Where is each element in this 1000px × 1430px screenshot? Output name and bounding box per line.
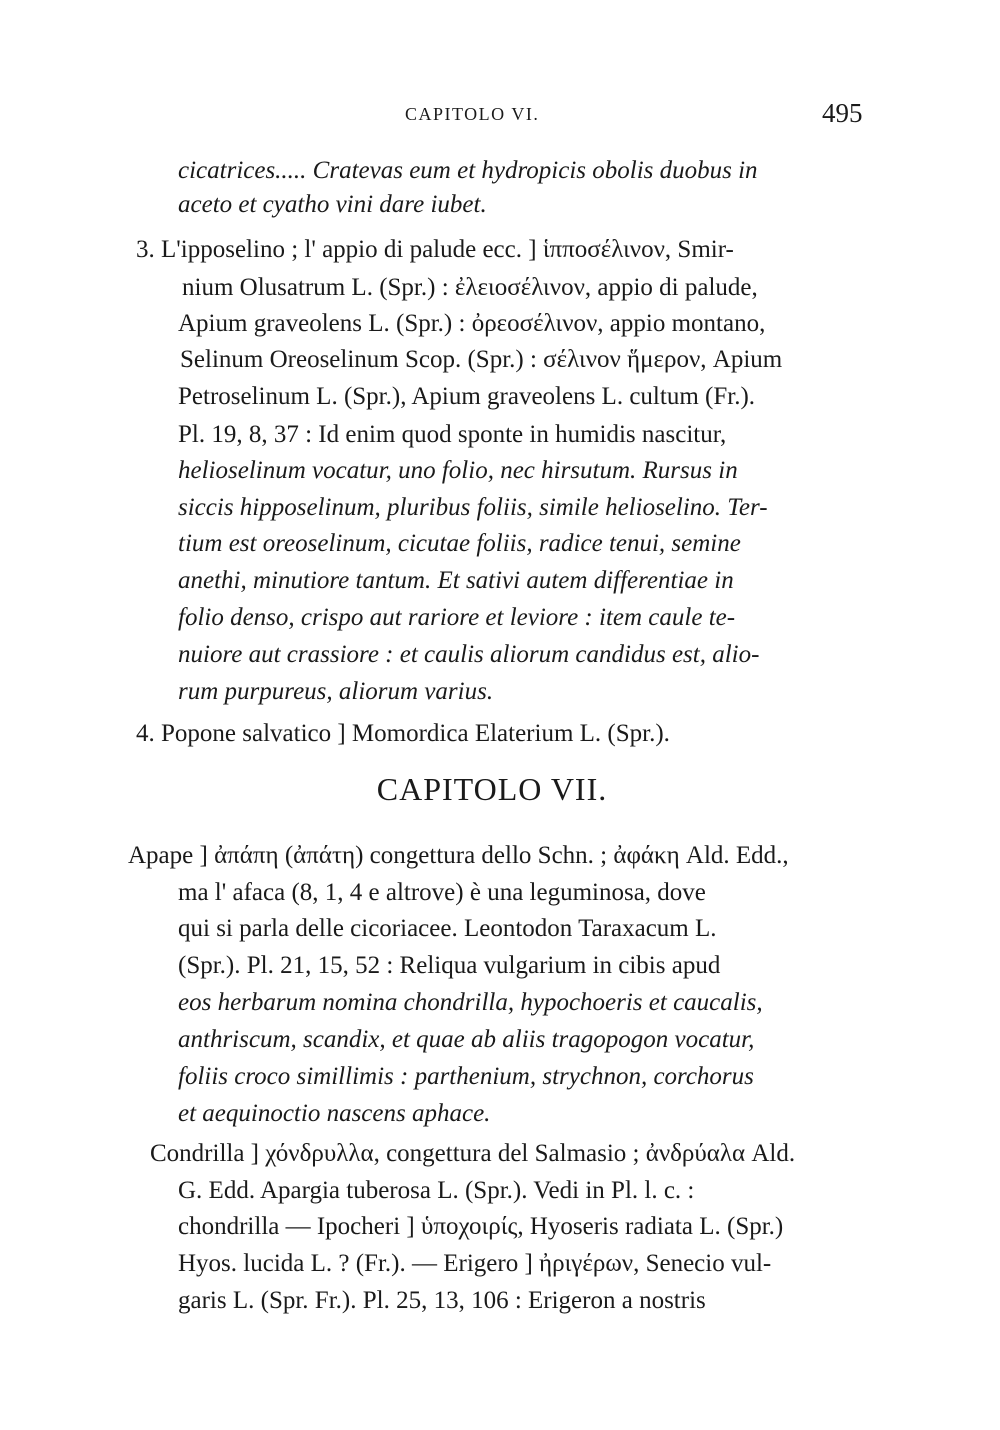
text-line [178, 1023, 918, 1057]
text-span: folio denso, crispo aut rariore et leviore : item caule te- [178, 604, 736, 631]
text-line [150, 1137, 890, 1171]
text-line [178, 154, 918, 188]
text-span: garis L. (Spr. Fr.). Pl. 25, 13, 106 : Erigeron a nostris [178, 1287, 706, 1314]
text-span: aceto et cyatho vini dare iubet. [178, 191, 487, 218]
text-span: 4. Popone salvatico ] Momordica Elaterium L. (Spr.). [136, 720, 670, 747]
text-span: eos herbarum nomina chondrilla, hypochoeris et caucalis, [178, 989, 763, 1016]
text-line [178, 601, 918, 635]
text-line [178, 675, 918, 709]
text-span: Condrilla ] χόνδρυλλα, congettura del Salmasio ; ἀνδρύαλα Ald. [150, 1140, 796, 1167]
text-span: anthriscum, scandix, et quae ab aliis tragopogon vocatur, [178, 1026, 755, 1053]
text-span: rum purpureus, aliorum varius. [178, 678, 494, 705]
running-title: CAPITOLO VI. [405, 104, 540, 124]
text-line [178, 527, 918, 561]
text-span: foliis croco simillimis : parthenium, strychnon, corchorus [178, 1063, 754, 1090]
text-line [178, 188, 918, 222]
text-line [178, 307, 918, 341]
text-line [178, 1247, 918, 1281]
text-line [178, 1060, 918, 1094]
text-line [178, 380, 918, 414]
text-line [180, 343, 920, 377]
text-span: helioselinum vocatur, uno folio, nec hirsutum. Rursus in [178, 457, 738, 484]
text-line [178, 418, 918, 452]
text-line [178, 491, 918, 525]
page-number: 495 [822, 98, 863, 128]
text-line [178, 986, 918, 1020]
text-line [182, 271, 922, 305]
text-line [178, 638, 918, 672]
text-span: Pl. 19, 8, 37 : Id enim quod sponte in humidis nascitur, [178, 421, 727, 448]
text-span: anethi, minutiore tantum. Et sativi autem differentiae in [178, 567, 734, 594]
text-line [178, 1284, 918, 1318]
text-span: qui si parla delle cicoriacee. Leontodon Taraxacum L. [178, 915, 717, 942]
text-span: 3. L'ipposelino ; l' appio di palude ecc. ] ἱπποσέλινον, Smir- [136, 236, 734, 263]
text-line [178, 949, 918, 983]
text-span: et aequinoctio nascens aphace. [178, 1100, 491, 1127]
text-line [178, 1174, 918, 1208]
text-span: Apium graveolens L. (Spr.) : ὀρεοσέλινον, appio montano, [178, 310, 766, 337]
text-line [178, 1097, 918, 1131]
chapter-heading-text: CAPITOLO VII. [376, 771, 608, 807]
text-line [178, 912, 918, 946]
text-span: nuiore aut crassiore : et caulis aliorum candidus est, alio- [178, 641, 760, 668]
text-line [136, 717, 876, 751]
text-line [178, 1210, 918, 1244]
text-line [178, 564, 918, 598]
text-span: nium Olusatrum L. (Spr.) : ἐλειοσέλινον, appio di palude, [182, 274, 758, 301]
text-line [178, 454, 918, 488]
text-span: ma l' afaca (8, 1, 4 e altrove) è una leguminosa, dove [178, 879, 706, 906]
text-line [128, 839, 868, 873]
text-span: Selinum Oreoselinum Scop. (Spr.) : σέλινον ἥμερον, Apium [180, 346, 783, 373]
text-span: Petroselinum L. (Spr.), Apium graveolens L. cultum (Fr.). [178, 383, 756, 410]
text-span: chondrilla — Ipocheri ] ὑποχοιρίς, Hyoseris radiata L. (Spr.) [178, 1213, 784, 1240]
text-line [178, 876, 918, 910]
text-line [136, 233, 876, 267]
text-span: cicatrices..... Cratevas eum et hydropicis obolis duobus in [178, 157, 758, 184]
running-head [0, 98, 1000, 134]
text-span: Apape ] ἀπάπη (ἀπάτη) congettura dello Schn. ; ἀφάκη Ald. Edd., [128, 842, 789, 869]
text-span: Hyos. lucida L. ? (Fr.). — Erigero ] ἠριγέρων, Senecio vul- [178, 1250, 772, 1277]
text-span: (Spr.). Pl. 21, 15, 52 : Reliqua vulgarium in cibis apud [178, 952, 721, 979]
text-span: siccis hipposelinum, pluribus foliis, simile helioselino. Ter- [178, 494, 768, 521]
text-span: tium est oreoselinum, cicutae foliis, radice tenui, semine [178, 530, 741, 557]
chapter-heading [0, 771, 1000, 808]
text-span: G. Edd. Apargia tuberosa L. (Spr.). Vedi in Pl. l. c. : [178, 1177, 695, 1204]
